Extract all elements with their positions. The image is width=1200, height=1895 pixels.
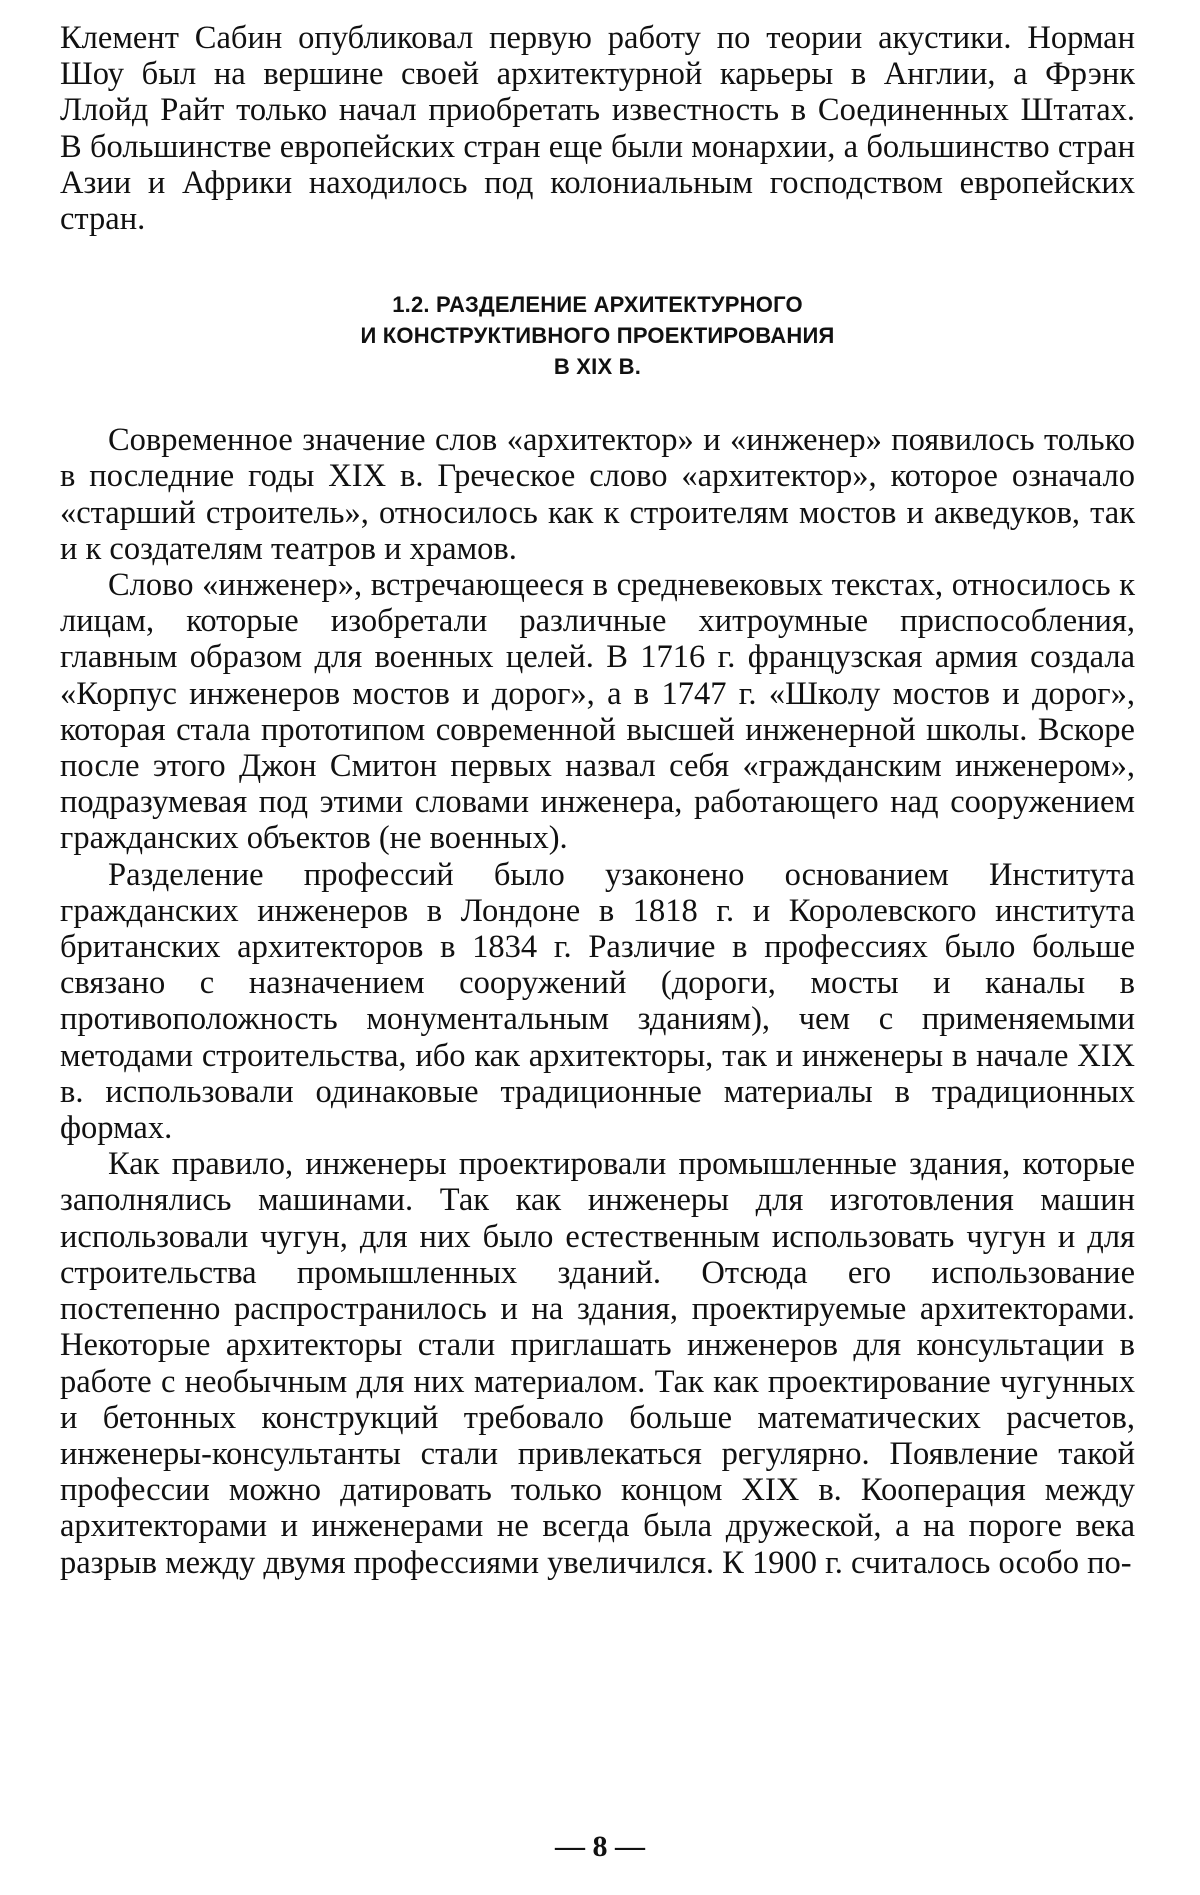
- paragraph-engineer-word: Слово «инженер», встречающееся в средневековых текстах, относилось к лицам, которые изобретали различные хитроумные приспособления, главным образом для военных целей. В 1716 г. французская армия создала «Корпус инженеров мостов и дорог», а в 1747 г. «Школу мостов и дорог», которая стала прототипом современной высшей инженерной школы. Вскоре после этого Джон Смитон первых назвал себя «гражданским инженером», подразумевая под этими словами инженера, работающего над сооружением гражданских объектов (не военных).: [60, 567, 1135, 857]
- intro-paragraph: Клемент Сабин опубликовал первую работу по теории акустики. Норман Шоу был на вершине своей архитектурной карьеры в Англии, а Фрэнк Ллойд Райт только начал приобретать известность в Соединенных Штатах. В большинстве европейских стран еще были монархии, а большинство стран Азии и Африки находилось под колониальным господством европейских стран.: [60, 20, 1135, 238]
- page-body: [60, 20, 1135, 1581]
- paragraph-industrial-buildings: Как правило, инженеры проектировали промышленные здания, которые заполнялись машинами. Так как инженеры для изготовления машин использовали чугун, для них было естественным использовать чугун и для строительства промышленных зданий. Отсюда его использование постепенно распространилось и на здания, проектируемые архитекторами. Некоторые архитекторы стали приглашать инженеров для консультации в работе с необычным для них материалом. Так как проектирование чугунных и бетонных конструкций требовало больше математических расчетов, инженеры-консультанты стали привлекаться регулярно. Появление такой профессии можно датировать только концом XIX в. Кооперация между архитекторами и инженерами не всегда была дружеской, а на пороге века разрыв между двумя профессиями увеличился. К 1900 г. считалось особо по-: [60, 1146, 1135, 1581]
- section-heading-line-2: И КОНСТРУКТИВНОГО ПРОЕКТИРОВАНИЯ: [360, 323, 835, 349]
- paragraph-architect-engineer-meaning: Современное значение слов «архитектор» и «инженер» появилось только в последние годы XIX в. Греческое слово «архитектор», которое означало «старший строитель», относилось как к строителям мостов и акведуков, так и к создателям театров и храмов.: [60, 422, 1135, 567]
- page-number: — 8 —: [555, 1830, 645, 1863]
- paragraph-profession-separation: Разделение профессий было узаконено основанием Института гражданских инженеров в Лондоне в 1818 г. и Королевского института британских архитекторов в 1834 г. Различие в профессиях было больше связано с назначением сооружений (дороги, мосты и каналы в противоположность монументальным зданиям), чем с применяемыми методами строительства, ибо как архитекторы, так и инженеры в начале XIX в. использовали одинаковые традиционные материалы в традиционных формах.: [60, 856, 1135, 1147]
- section-heading-line-3: В XIX В.: [553, 354, 642, 380]
- section-heading-line-1: 1.2. РАЗДЕЛЕНИЕ АРХИТЕКТУРНОГО: [392, 292, 803, 318]
- section-heading: [60, 289, 1135, 382]
